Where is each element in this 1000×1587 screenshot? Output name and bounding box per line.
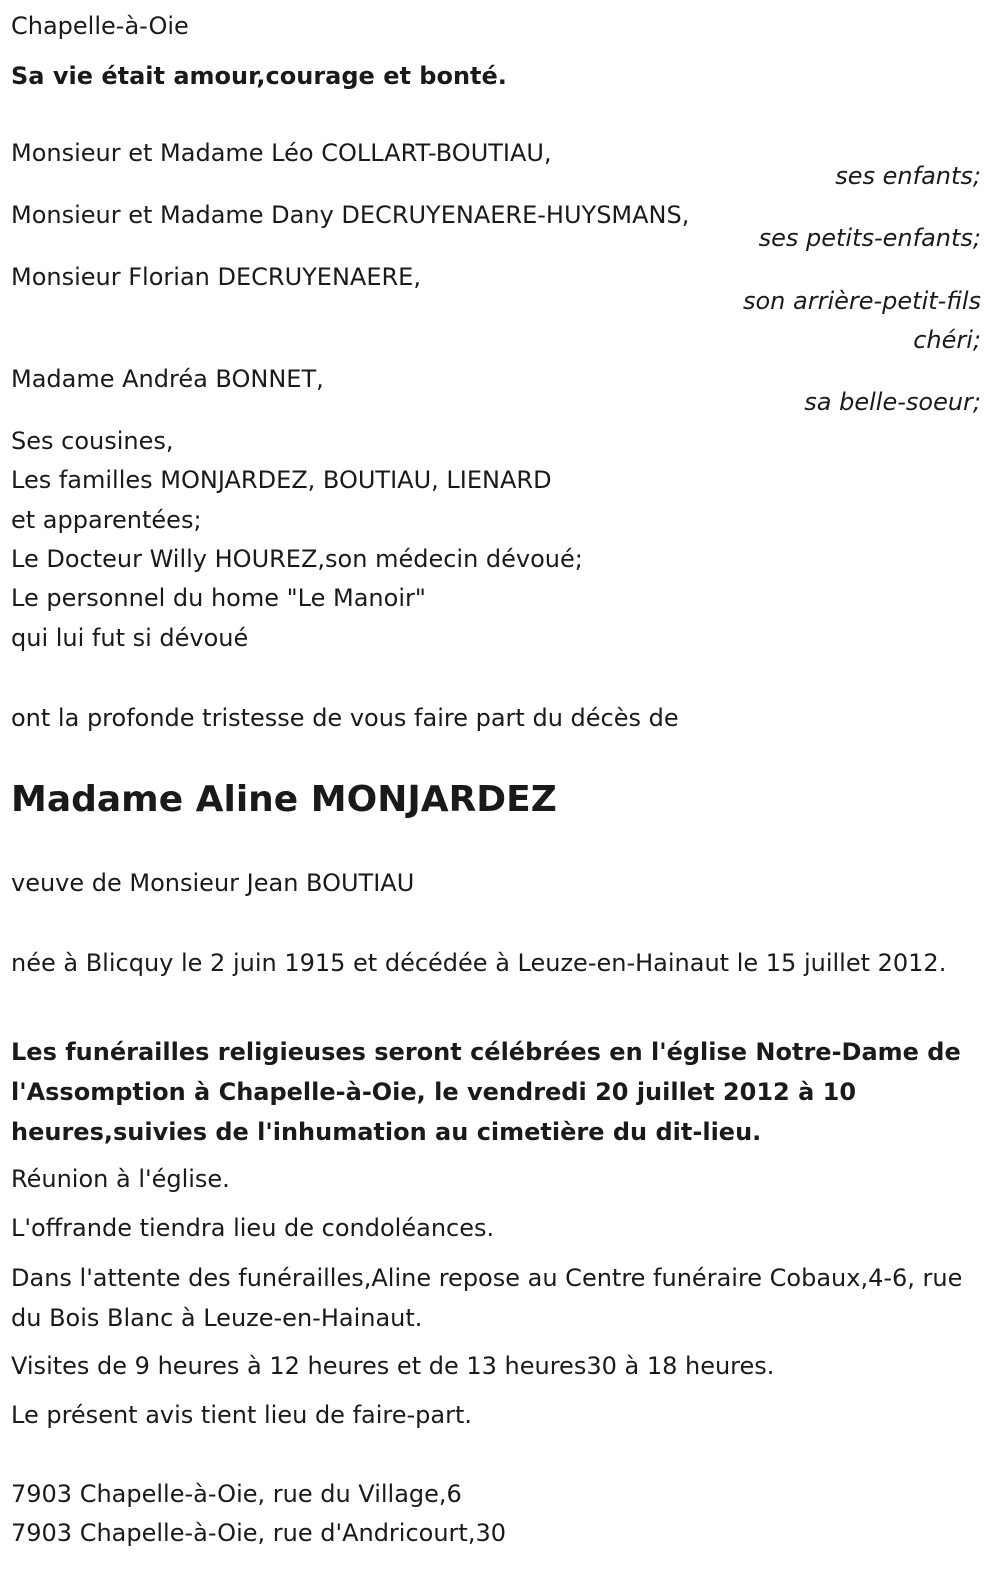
others-line-5: Le personnel du home "Le Manoir" (11, 584, 426, 612)
others-line-3: et apparentées; (11, 506, 202, 534)
family-relation-4: sa belle-soeur; (804, 388, 981, 416)
header-motto: Sa vie était amour,courage et bonté. (11, 62, 507, 90)
family-name-3: Monsieur Florian DECRUYENAERE, (11, 263, 421, 291)
family-name-1: Monsieur et Madame Léo COLLART-BOUTIAU, (11, 139, 552, 167)
others-line-2: Les familles MONJARDEZ, BOUTIAU, LIENARD (11, 466, 552, 494)
header-place: Chapelle-à-Oie (11, 12, 189, 40)
others-line-4: Le Docteur Willy HOUREZ,son médecin dévoué; (11, 545, 583, 573)
address-2: 7903 Chapelle-à-Oie, rue d'Andricourt,30 (11, 1519, 506, 1547)
others-line-1: Ses cousines, (11, 427, 174, 455)
birth-death: née à Blicquy le 2 juin 1915 et décédée à Leuze-en-Hainaut le 15 juillet 2012. (11, 949, 947, 977)
others-line-6: qui lui fut si dévoué (11, 624, 249, 652)
funeral-visits: Visites de 9 heures à 12 heures et de 13 heures30 à 18 heures. (11, 1352, 775, 1380)
family-relation-3b: chéri; (913, 326, 981, 354)
announcement: ont la profonde tristesse de vous faire part du décès de (11, 704, 679, 732)
widow-of: veuve de Monsieur Jean BOUTIAU (11, 869, 415, 897)
funeral-notice: Le présent avis tient lieu de faire-part. (11, 1401, 473, 1429)
funeral-ceremony: Les funérailles religieuses seront célébrées en l'église Notre-Dame de l'Assomption à Chapelle-à-Oie, le vendredi 20 juillet 2012 à 10 heures,suivies de l'inhumation au cimetière du dit-lieu. (11, 1038, 961, 1146)
deceased-name: Madame Aline MONJARDEZ (11, 779, 557, 820)
family-relation-2: ses petits-enfants; (758, 224, 981, 252)
family-name-2: Monsieur et Madame Dany DECRUYENAERE-HUYSMANS, (11, 201, 690, 229)
family-relation-1: ses enfants; (835, 162, 981, 190)
address-1: 7903 Chapelle-à-Oie, rue du Village,6 (11, 1480, 462, 1508)
funeral-offering: L'offrande tiendra lieu de condoléances. (11, 1214, 495, 1242)
family-name-4: Madame Andréa BONNET, (11, 365, 324, 393)
funeral-rest: Dans l'attente des funérailles,Aline repose au Centre funéraire Cobaux,4-6, rue du Bois Blanc à Leuze-en-Hainaut. (11, 1264, 963, 1332)
funeral-meeting: Réunion à l'église. (11, 1165, 230, 1193)
family-relation-3a: son arrière-petit-fils (742, 287, 981, 315)
